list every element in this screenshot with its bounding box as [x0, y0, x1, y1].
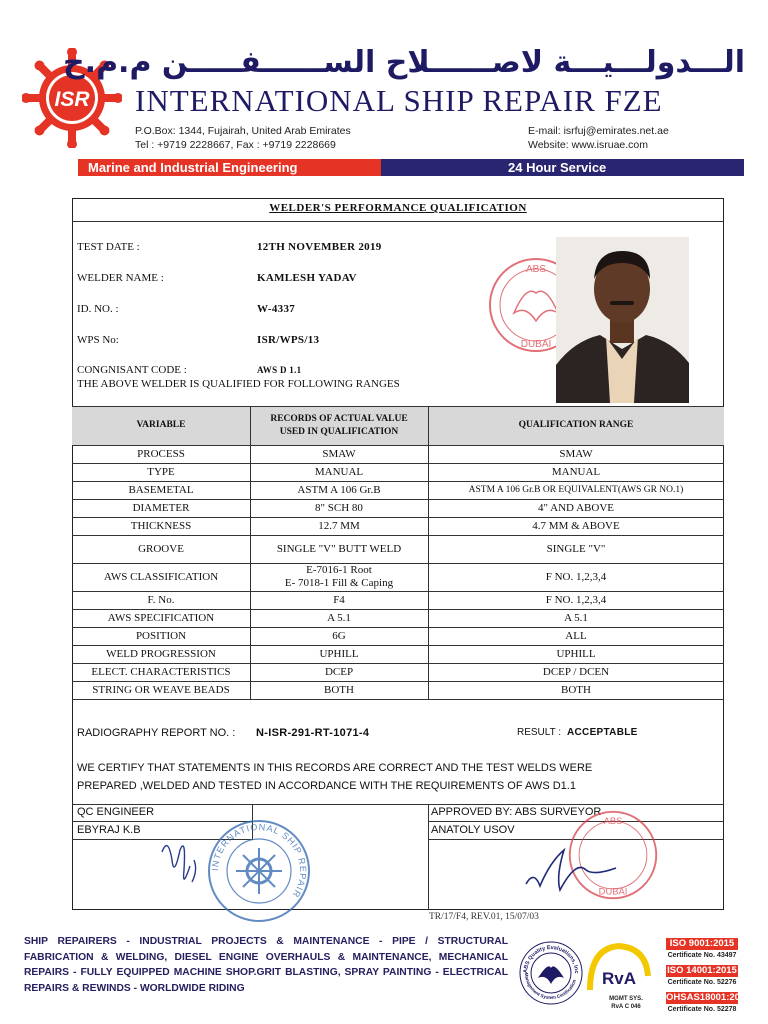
row-divider — [72, 445, 724, 446]
table-cell-range: F NO. 1,2,3,4 — [545, 571, 607, 583]
table-cell-variable: F. No. — [147, 594, 175, 606]
table-cell-range: 4.7 MM & ABOVE — [532, 520, 620, 532]
table-cell-range: 4" AND ABOVE — [538, 502, 614, 514]
row-divider — [72, 535, 724, 536]
table-cell-variable: TYPE — [147, 466, 175, 478]
iso-9001-certificate — [666, 938, 738, 965]
form-title: WELDER'S PERFORMANCE QUALIFICATION — [269, 202, 527, 214]
table-cell-actual: BOTH — [324, 684, 354, 696]
result-value: ACCEPTABLE — [567, 727, 638, 738]
table-cell-range: UPHILL — [556, 648, 596, 660]
table-cell-actual: MANUAL — [314, 466, 364, 478]
divider — [72, 221, 724, 222]
iso-14001-certificate — [666, 965, 738, 992]
table-cell-actual: DCEP — [324, 666, 354, 678]
wps-label: WPS No: — [77, 334, 119, 346]
company-name-arabic: الـــدولـــيـــة لاصــــــلاح الســــــفـــــن م.م.ح — [63, 45, 745, 80]
table-cell-actual: SINGLE "V" BUTT WELD — [276, 543, 402, 555]
table-cell-actual: 8" SCH 80 — [315, 502, 363, 514]
test-date-value: 12TH NOVEMBER 2019 — [257, 241, 382, 253]
banner-right-text: 24 Hour Service — [508, 160, 607, 175]
certify-line-1: WE CERTIFY THAT STATEMENTS IN THIS RECORDS ARE CORRECT AND THE TEST WELDS WERE — [77, 762, 593, 774]
footer-services: SHIP REPAIRERS - INDUSTRIAL PROJECTS & MAINTENANCE - PIPE / STRUCTURAL FABRICATION & WELDING, DIESEL ENGINE OVERHAULS & MAINTENANCE, MECHANICAL REPAIRS - FULLY EQUIPPED MACHINE SHOP.GRIT BLASTING, SPRAY PAINTING - ELECTRICAL REPAIRS & REWINDS - WORLDWIDE RIDING — [24, 936, 508, 994]
ohsas-18001-number: Certificate No. 52278 — [667, 1006, 737, 1013]
abs-quality-seal — [518, 940, 584, 1006]
svg-text:DUBAI: DUBAI — [520, 339, 552, 350]
table-cell-range: F NO. 1,2,3,4 — [545, 594, 607, 606]
row-divider — [72, 591, 724, 592]
col-variable: VARIABLE — [136, 420, 186, 430]
table-cell-range: A 5.1 — [564, 612, 588, 624]
welder-name-label: WELDER NAME : — [77, 272, 164, 284]
id-value: W-4337 — [257, 303, 296, 315]
table-cell-variable: THICKNESS — [130, 520, 192, 532]
row-divider — [72, 681, 724, 682]
row-divider — [72, 499, 724, 500]
table-cell-range: MANUAL — [551, 466, 601, 478]
row-divider — [72, 463, 724, 464]
row-divider — [72, 627, 724, 628]
table-cell-variable: AWS CLASSIFICATION — [103, 571, 219, 583]
table-cell-variable: BASEMETAL — [128, 484, 194, 496]
table-cell-actual: ASTM A 106 Gr.B — [297, 484, 381, 496]
table-cell-actual: F4 — [333, 594, 345, 606]
svg-text:RvA C 046: RvA C 046 — [611, 1004, 641, 1010]
company-email: E-mail: isrfuj@emirates.net.ae — [528, 125, 669, 137]
code-value: AWS D 1.1 — [257, 365, 302, 375]
qc-engineer-label: QC ENGINEER — [77, 806, 155, 818]
table-cell-variable: STRING OR WEAVE BEADS — [92, 684, 230, 696]
row-divider — [72, 609, 724, 610]
table-cell-actual: 6G — [332, 630, 346, 642]
col-range: QUALIFICATION RANGE — [518, 420, 634, 430]
table-cell-actual: 12.7 MM — [318, 520, 360, 532]
row-divider — [72, 645, 724, 646]
col-actual-1: RECORDS OF ACTUAL VALUE — [270, 414, 408, 424]
wps-value: ISR/WPS/13 — [257, 334, 320, 346]
banner-left-text: Marine and Industrial Engineering — [88, 160, 298, 175]
table-cell-range: ASTM A 106 Gr.B OR EQUIVALENT(AWS GR NO.1) — [468, 485, 684, 495]
iso-9001-number: Certificate No. 43497 — [667, 952, 737, 959]
table-cell-variable: WELD PROGRESSION — [106, 648, 216, 660]
radiography-label: RADIOGRAPHY REPORT NO. : — [77, 727, 236, 739]
row-divider — [72, 663, 724, 664]
approved-by-name: ANATOLY USOV — [431, 824, 515, 836]
table-cell-variable: POSITION — [135, 630, 187, 642]
radiography-number: N-ISR-291-RT-1071-4 — [256, 727, 370, 739]
approved-by-label: APPROVED BY: ABS SURVEYOR — [431, 806, 602, 818]
document-reference: TR/17/F4, REV.01, 15/07/03 — [429, 912, 539, 922]
row-divider — [72, 481, 724, 482]
welder-photo — [556, 237, 689, 403]
iso-14001-badge: ISO 14001:2015 — [667, 965, 737, 976]
company-website: Website: www.isruae.com — [528, 139, 649, 151]
certify-line-2: PREPARED ,WELDED AND TESTED IN ACCORDANCE WITH THE REQUIREMENTS OF AWS D1.1 — [77, 780, 576, 792]
company-address: P.O.Box: 1344, Fujairah, United Arab Emirates — [135, 125, 351, 137]
row-divider — [72, 517, 724, 518]
welder-name-value: KAMLESH YADAV — [257, 272, 357, 284]
svg-text:RvA: RvA — [601, 969, 637, 988]
company-phone: Tel : +9719 2228667, Fax : +9719 2228669 — [135, 139, 336, 151]
table-cell-variable: AWS SPECIFICATION — [107, 612, 215, 624]
result-label: RESULT : — [517, 727, 562, 738]
table-cell-variable: GROOVE — [138, 543, 184, 555]
svg-text:ABS: ABS — [525, 264, 547, 275]
ohsas-18001-badge: OHSAS18001:2007 — [666, 992, 751, 1003]
svg-text:MGMT SYS.: MGMT SYS. — [609, 996, 643, 1002]
table-cell-range: ALL — [565, 630, 587, 642]
svg-text:ABS: ABS — [603, 814, 623, 826]
table-cell-range: SMAW — [559, 448, 593, 460]
iso-14001-number: Certificate No. 52276 — [667, 979, 737, 986]
surveyor-signature — [520, 840, 630, 900]
svg-text:INTERNATIONAL SHIP REPAIR: INTERNATIONAL SHIP REPAIR — [209, 821, 309, 900]
table-cell-actual: E-7016-1 Root — [306, 564, 372, 576]
svg-text:DUBAI: DUBAI — [598, 885, 628, 897]
table-cell-range: BOTH — [561, 684, 591, 696]
table-cell-actual-line-2: E- 7018-1 Fill & Caping — [284, 577, 394, 589]
table-cell-range: DCEP / DCEN — [542, 666, 610, 678]
id-label: ID. NO. : — [77, 303, 119, 315]
table-cell-variable: PROCESS — [137, 448, 185, 460]
logo-text: ISR — [54, 88, 90, 111]
qualified-note: THE ABOVE WELDER IS QUALIFIED FOR FOLLOWING RANGES — [77, 378, 400, 390]
iso-9001-badge: ISO 9001:2015 — [666, 938, 738, 950]
table-cell-variable: ELECT. CHARACTERISTICS — [91, 666, 231, 678]
table-cell-actual: UPHILL — [319, 648, 359, 660]
company-name: INTERNATIONAL SHIP REPAIR FZE — [135, 83, 663, 118]
svg-text:ABS Quality Evaluations, Inc.: ABS Quality Evaluations, Inc — [522, 944, 580, 974]
table-cell-actual: A 5.1 — [327, 612, 351, 624]
qc-engineer-name: EBYRAJ K.B — [77, 824, 141, 836]
test-date-label: TEST DATE : — [77, 241, 140, 253]
rva-accreditation-logo — [586, 940, 652, 1010]
svg-text:Management System Certificatio: Management System Certification — [523, 972, 577, 1001]
table-cell-variable: DIAMETER — [132, 502, 190, 514]
code-label: CONGNISANT CODE : — [77, 364, 187, 376]
table-cell-actual: SMAW — [322, 448, 356, 460]
table-cell-range: SINGLE "V" — [546, 543, 606, 555]
row-divider — [72, 699, 724, 700]
col-actual-2: USED IN QUALIFICATION — [279, 427, 399, 437]
isr-company-stamp — [206, 818, 312, 924]
ohsas-18001-certificate — [666, 992, 751, 1019]
